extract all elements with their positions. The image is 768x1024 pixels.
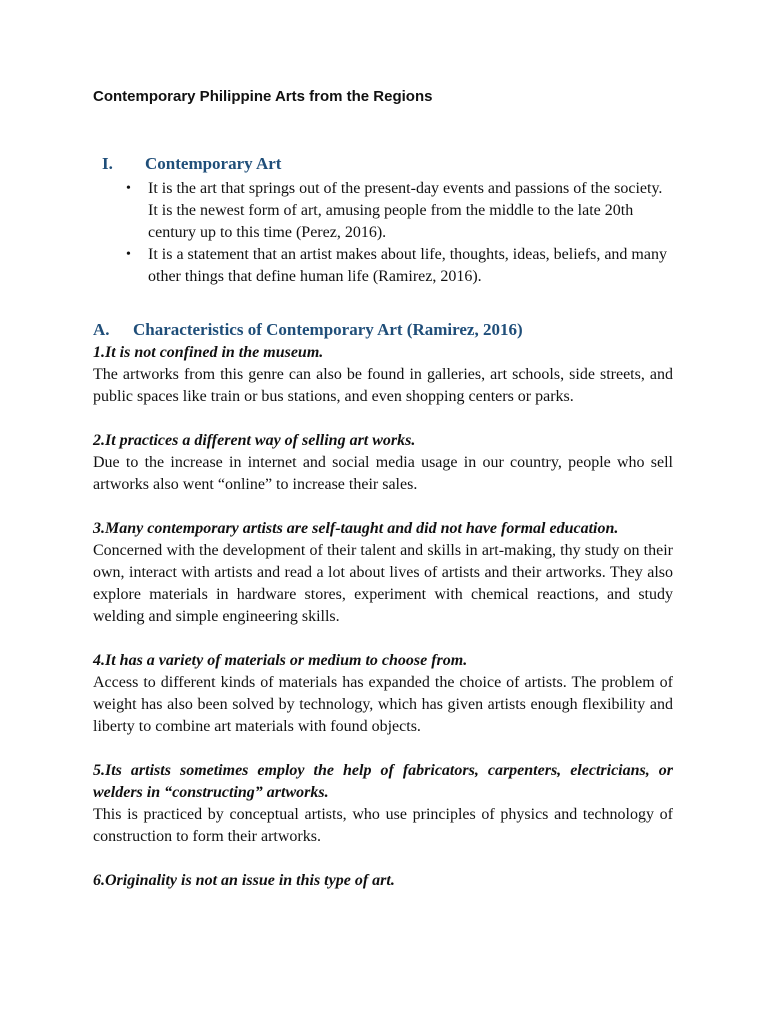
characteristic-title: 4.It has a variety of materials or medium to choose from. (93, 652, 468, 669)
section-number: I. (102, 154, 113, 173)
characteristic-item (93, 342, 673, 408)
characteristic-description: Concerned with the development of their talent and skills in art-making, thy study on their own, interact with artists and read a lot about lives of artists and their artworks. They also explore materials in hardware stores, experiment with chemical reactions, and study welding and simple engineering skills. (93, 542, 673, 625)
characteristics-list (93, 342, 673, 914)
section-title: Contemporary Art (145, 154, 282, 173)
characteristic-item (93, 430, 673, 496)
bullet-icon: • (126, 181, 131, 196)
characteristic-title: 5.Its artists sometimes employ the help of fabricators, carpenters, electricians, or welders in “constructing” artworks. (93, 762, 673, 801)
characteristic-item (93, 870, 673, 892)
characteristic-title: 3.Many contemporary artists are self-taught and did not have formal education. (93, 520, 619, 537)
characteristic-item (93, 518, 673, 628)
document-title: Contemporary Philippine Arts from the Regions (93, 88, 433, 105)
characteristic-item (93, 760, 673, 848)
section-number: A. (93, 320, 110, 339)
characteristic-description: Due to the increase in internet and social media usage in our country, people who sell artworks also went “online” to increase their sales. (93, 454, 673, 493)
characteristic-description: Access to different kinds of materials has expanded the choice of artists. The problem of weight has also been solved by technology, which has given artists enough flexibility and liberty to combine art materials with found objects. (93, 674, 673, 735)
characteristic-title: 2.It practices a different way of selling art works. (93, 432, 416, 449)
list-item (122, 178, 672, 244)
characteristic-item (93, 650, 673, 738)
characteristic-description: This is practiced by conceptual artists, who use principles of physics and technology of construction to form their artworks. (93, 806, 673, 845)
bullet-list (122, 178, 672, 288)
bullet-icon: • (126, 247, 131, 262)
characteristic-title: 1.It is not confined in the museum. (93, 344, 324, 361)
characteristic-title: 6.Originality is not an issue in this type of art. (93, 872, 395, 889)
section-heading-contemporary-art (102, 154, 281, 174)
section-title: Characteristics of Contemporary Art (Ramirez, 2016) (133, 320, 523, 339)
characteristic-description: The artworks from this genre can also be found in galleries, art schools, side streets, and public spaces like train or bus stations, and even shopping centers or parks. (93, 366, 673, 405)
list-item (122, 244, 672, 288)
section-heading-characteristics (93, 320, 523, 340)
bullet-text: It is the art that springs out of the present-day events and passions of the society. It is the newest form of art, amusing people from the middle to the late 20th century up to this time (Perez, 2016). (148, 180, 663, 241)
bullet-text: It is a statement that an artist makes about life, thoughts, ideas, beliefs, and many other things that define human life (Ramirez, 2016). (148, 246, 667, 285)
